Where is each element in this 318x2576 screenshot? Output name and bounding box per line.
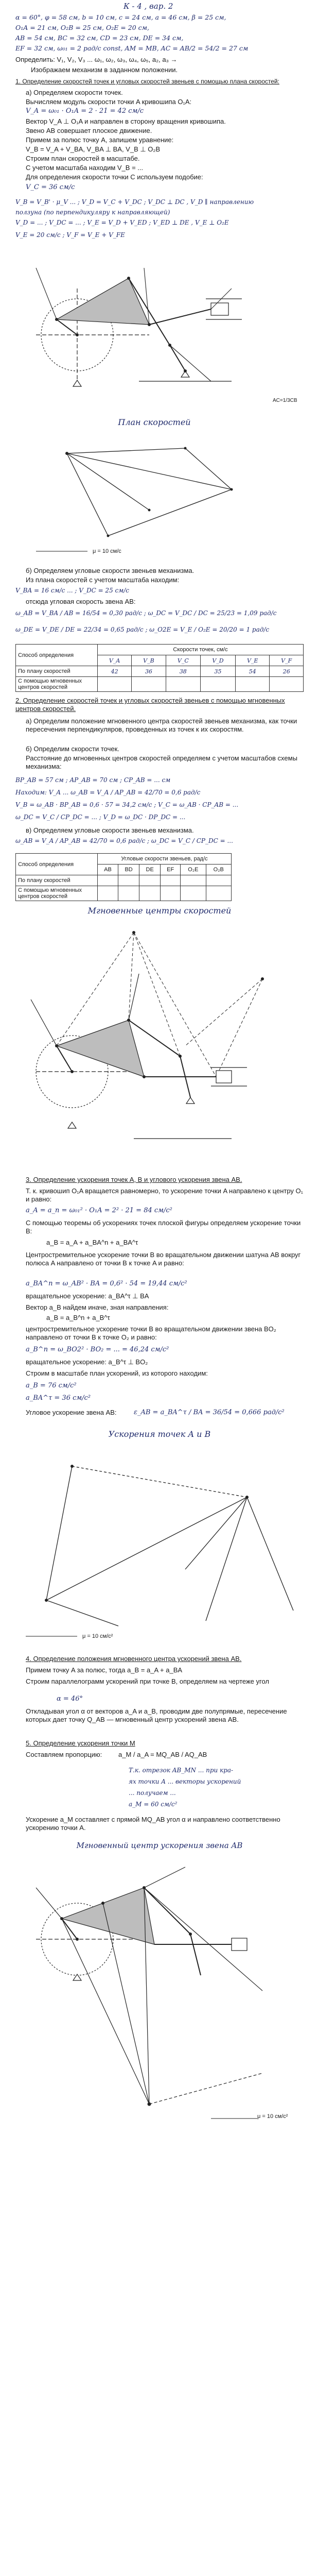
- mechanism-legend: AC=1/3CB: [273, 398, 297, 403]
- table1-col: V_A: [98, 655, 132, 666]
- acceleration-center-diagram: [15, 1857, 304, 2125]
- table1-cell: [236, 677, 270, 692]
- s1-a3: Звено АВ совершает плоское движение.: [26, 127, 152, 134]
- velocity-table: [15, 644, 304, 692]
- table2-col: DE: [139, 865, 161, 875]
- table-row: [16, 677, 304, 692]
- s5-hw2: ях точки A ... векторы ускорений: [129, 1778, 241, 1785]
- s4-p2-hw: α = 46°: [57, 1695, 83, 1703]
- table2-row-label: С помощью мгновенных центров скоростей: [16, 886, 98, 901]
- s3-p4: вращательное ускорение: a_BA^τ ⊥ BA: [26, 1292, 149, 1300]
- table2-row-label: По плану скоростей: [16, 875, 98, 886]
- s1-b1-hw: V_BA = 16 см/с ... ; V_DC = 25 см/с: [15, 587, 129, 594]
- table1-row-label: По плану скоростей: [16, 666, 98, 677]
- s1-hw1: V_C = 36 см/с: [26, 183, 75, 191]
- given-line-4: EF = 32 см, ω₀₁ = 2 рад/с const, AM = MB, AC = AB/2 = 54/2 = 27 см: [15, 44, 249, 52]
- s1-a7: С учетом масштаба находим V_B = ...: [26, 164, 144, 172]
- s3-p8: Строим в масштабе план ускорений, из которого находим:: [26, 1369, 208, 1377]
- s1-b3-hw: ω_DE = V_DE / DE = 22/34 = 0,65 рад/с ; ω_O2E = V_E / O₂E = 20/20 = 1 рад/с: [15, 626, 270, 633]
- s5-hw1: Т.к. отрезок AB_MN ... при кра-: [129, 1767, 234, 1774]
- table1-cell: [98, 677, 132, 692]
- s3-p8-hw: a_B = 76 см/с²: [26, 1382, 77, 1389]
- s2-c-hw: ω_AB = V_A / AP_AB = 42/70 = 0,6 рад/с ; ω_DC = V_C / CP_DC = ...: [15, 837, 233, 844]
- s2-hw3: V_B = ω_AB · BP_AB = 0,6 · 57 = 34,2 см/с ; V_C = ω_AB · CP_AB = ...: [15, 801, 239, 808]
- table2-col: AB: [98, 865, 118, 875]
- table2-col: EF: [161, 865, 181, 875]
- s1-a2: Вектор V_A ⊥ O₁A и направлен в сторону вращения кривошипа.: [26, 117, 226, 125]
- s1-a6: Строим план скоростей в масштабе.: [26, 155, 140, 162]
- s2-b1: Расстояние до мгновенных центров скоростей определяем с учетом масштабов схемы механизма:: [26, 754, 297, 770]
- acceleration-title: Ускорения точек A и B: [108, 1429, 211, 1439]
- s3-p1-hw: a_A = a_n = ω₀₁² · O₁A = 2² · 21 = 84 см/с²: [26, 1207, 172, 1214]
- s3-p6: центростремительное ускорение точки B во вращательном движении звена BO₂ направлено от точки B к точке O₂ и равно:: [26, 1325, 276, 1341]
- s3-p1: Т. к. кривошип O₁A вращается равномерно, то ускорение точки A направлено к центру O₁ и равно:: [26, 1187, 304, 1203]
- s3-p3: Центростремительное ускорение точки B во вращательном движении шатуна АВ вокруг полюса A направлено от точки B к точке A и равно:: [26, 1251, 301, 1267]
- table1-row-label: С помощью мгновенных центров скоростей: [16, 677, 98, 692]
- acceleration-diagram: [15, 1446, 304, 1647]
- s2-hw1: BP_AB = 57 см ; AP_AB = 70 см ; CP_AB = ... см: [15, 776, 171, 784]
- s5-p1-formula: a_M / a_A = MQ_AB / AQ_AB: [118, 1751, 207, 1758]
- s1-a1-hw: V_A = ω₀₁ · O₁A = 2 · 21 = 42 см/с: [26, 107, 144, 115]
- mcs-title: Мгновенные центры скоростей: [87, 906, 232, 916]
- table1-row-head: Способ определения: [16, 645, 98, 666]
- table2-col: O₂E: [181, 865, 206, 875]
- section-4-title: 4. Определение положения мгновенного центра ускорений звена AB.: [26, 1655, 242, 1663]
- s2-hw2: Находим: V_A ... ω_AB = V_A / AP_AB = 42/70 = 0,6 рад/с: [15, 789, 201, 796]
- s2-c: в) Определяем угловые скорости звеньев механизма.: [26, 826, 194, 834]
- figure-note: Изображаем механизм в заданном положении.: [31, 66, 178, 74]
- table1-cell: [270, 677, 304, 692]
- table1-cell: 26: [270, 666, 304, 677]
- s1-b: б) Определяем угловые скорости звеньев механизма.: [26, 567, 195, 574]
- table2-col: BD: [118, 865, 139, 875]
- s4-p1: Примем точку A за полюс, тогда a_B = a_A + a_BA: [26, 1666, 183, 1674]
- table1-col: V_C: [166, 655, 200, 666]
- table1-cell: [132, 677, 166, 692]
- s4-p2: Строим параллелограмм ускорений при точке B, определяем на чертеже угол: [26, 1677, 270, 1685]
- velocity-plan-title: План скоростей: [118, 417, 191, 427]
- mca-title: Мгновенный центр ускорения звена AB: [76, 1841, 243, 1850]
- section-3-title: 3. Определение ускорения точек A, B и углового ускорения звена АВ.: [26, 1176, 242, 1183]
- table1-cell: 36: [132, 666, 166, 677]
- s5-hw4: a_M = 60 см/с²: [129, 1801, 178, 1808]
- worksheet: [15, 0, 304, 2576]
- table1-cell: 35: [200, 666, 235, 677]
- velocity-scale: μ = 10 см/с: [93, 548, 121, 554]
- section-1-title: 1. Определение скоростей точек и угловых скоростей звеньев с помощью плана скоростей:: [15, 78, 279, 85]
- given-line-2: O₁A = 21 см, O₂B = 25 см, O₂E = 20 см,: [15, 24, 149, 31]
- table1-col: V_E: [236, 655, 270, 666]
- given-line-3: AB = 54 см, BC = 32 см, CD = 23 см, DE = 34 см,: [15, 34, 184, 42]
- s3-p8-hw2: a_BA^τ = 36 см/с²: [26, 1394, 91, 1402]
- s2-a: а) Определим положение мгновенного центра скоростей звеньев механизма, как точки пересечения перпендикуляров, проведенных из точек к их скоростям.: [26, 717, 297, 733]
- s3-p3-hw: a_BA^n = ω_AB² · BA = 0,6² · 54 = 19,44 см/с²: [26, 1280, 187, 1287]
- determine-line: Определить: V₁, V₂, V₃ ... ω₁, ω₂, ω₃, ω₄, ω₅, a₂, a₃ →: [15, 56, 178, 63]
- table1-cell: [200, 677, 235, 692]
- table1-cell: 42: [98, 666, 132, 677]
- s1-hw4: V_D = ... ; V_DC = ... ; V_E = V_D + V_ED ; V_ED ⊥ DE , V_E ⊥ O₂E: [15, 219, 229, 226]
- s2-hw4: ω_DC = V_C / CP_DC = ... ; V_D = ω_DC · DP_DC = ...: [15, 814, 186, 821]
- s2-b: б) Определим скорости точек.: [26, 745, 119, 753]
- s3-p9: Угловое ускорение звена AB:: [26, 1409, 117, 1416]
- s4-p3: Откладывая угол α от векторов a_A и a_B, проводим две полупрямые, пересечение которых дает точку Q_AB — мгновенный центр ускорений звена AB.: [26, 1707, 287, 1723]
- s1-b2: отсюда угловая скорость звена АВ:: [26, 598, 136, 605]
- given-line-1: α = 60°, φ = 58 см, b = 10 см, c = 24 см, a = 46 см, β = 25 см,: [15, 13, 226, 21]
- s3-p5-formula: a_B = a_B^n + a_B^τ: [46, 1314, 110, 1321]
- angular-velocity-table: [15, 853, 232, 901]
- s5-p2: Ускорение a_M составляет с прямой MQ_AB угол α и направлено соответственно ускорению точки A.: [26, 1816, 280, 1832]
- s3-p2: С помощью теоремы об ускорениях точек плоской фигуры определяем ускорение точки B:: [26, 1219, 301, 1235]
- section-5-title: 5. Определение ускорения точки M: [26, 1739, 135, 1747]
- s3-p2-formula: a_B = a_A + a_BA^n + a_BA^τ: [46, 1239, 138, 1246]
- s3-p9-formula: ε_AB = a_BA^τ / BA = 36/54 = 0,666 рад/с²: [134, 1409, 285, 1416]
- velocity-plan-diagram: [15, 433, 304, 556]
- table-row: [16, 875, 232, 886]
- s1-a: а) Определяем скорости точек.: [26, 89, 123, 96]
- variant-label: К - 4 , вар. 2: [123, 2, 173, 11]
- table1-col: V_F: [270, 655, 304, 666]
- table2-col: O₂B: [206, 865, 231, 875]
- table2-caption: Угловые скорости звеньев, рад/с: [98, 854, 232, 865]
- table1-col: V_B: [132, 655, 166, 666]
- s3-p6-hw: a_B^n = ω_BO2² · BO₂ = ... = 46,24 см/с²: [26, 1346, 169, 1353]
- table1-cell: 54: [236, 666, 270, 677]
- s1-hw5: V_E = 20 см/с ; V_F = V_E + V_FE: [15, 231, 125, 239]
- table-row: [16, 886, 232, 901]
- mechanism-diagram: [15, 247, 304, 417]
- acceleration-scale: μ = 10 см/с²: [82, 1633, 113, 1639]
- section-2-title: 2. Определение скоростей точек и угловых скоростей звеньев с помощью мгновенных центров скоростей.: [15, 697, 285, 713]
- s3-p5: Вектор a_B найдем иначе, зная направления:: [26, 1303, 169, 1311]
- s5-p1: Составляем пропорцию:: [26, 1751, 102, 1758]
- table1-col: V_D: [200, 655, 235, 666]
- table2-row-head: Способ определения: [16, 854, 98, 875]
- mca-scale: μ = 10 см/с²: [257, 2113, 288, 2120]
- table1-cell: [166, 677, 200, 692]
- table1-caption: Скорости точек, см/с: [98, 645, 304, 655]
- s3-p7: вращательное ускорение: a_B^τ ⊥ BO₂: [26, 1358, 148, 1366]
- s1-b1: Из плана скоростей с учетом масштаба находим:: [26, 576, 180, 584]
- s5-hw3: ... получаем ...: [129, 1789, 176, 1797]
- s1-a8: Для определения скорости точки C используем подобие:: [26, 173, 203, 181]
- s1-a5: V_B = V_A + V_BA, V_BA ⊥ BA, V_B ⊥ O₂B: [26, 145, 161, 153]
- table1-cell: 38: [166, 666, 200, 677]
- s1-a4: Примем за полюс точку A, запишем уравнение:: [26, 136, 174, 144]
- s1-hw2: V_B = V_B' · μ_V ... ; V_D = V_C + V_DC ; V_DC ⊥ DC , V_D ∥ направлению: [15, 198, 254, 206]
- s1-a1: Вычисляем модуль скорости точки A кривошипа O₁A:: [26, 98, 192, 106]
- s1-b2-hw: ω_AB = V_BA / AB = 16/54 = 0,30 рад/с ; ω_DC = V_DC / DC = 25/23 = 1,09 рад/с: [15, 609, 277, 617]
- table-row: [16, 666, 304, 677]
- instant-centers-diagram: [15, 922, 304, 1164]
- s1-hw3: ползуна (по перпендикуляру к направляющей): [15, 209, 170, 216]
